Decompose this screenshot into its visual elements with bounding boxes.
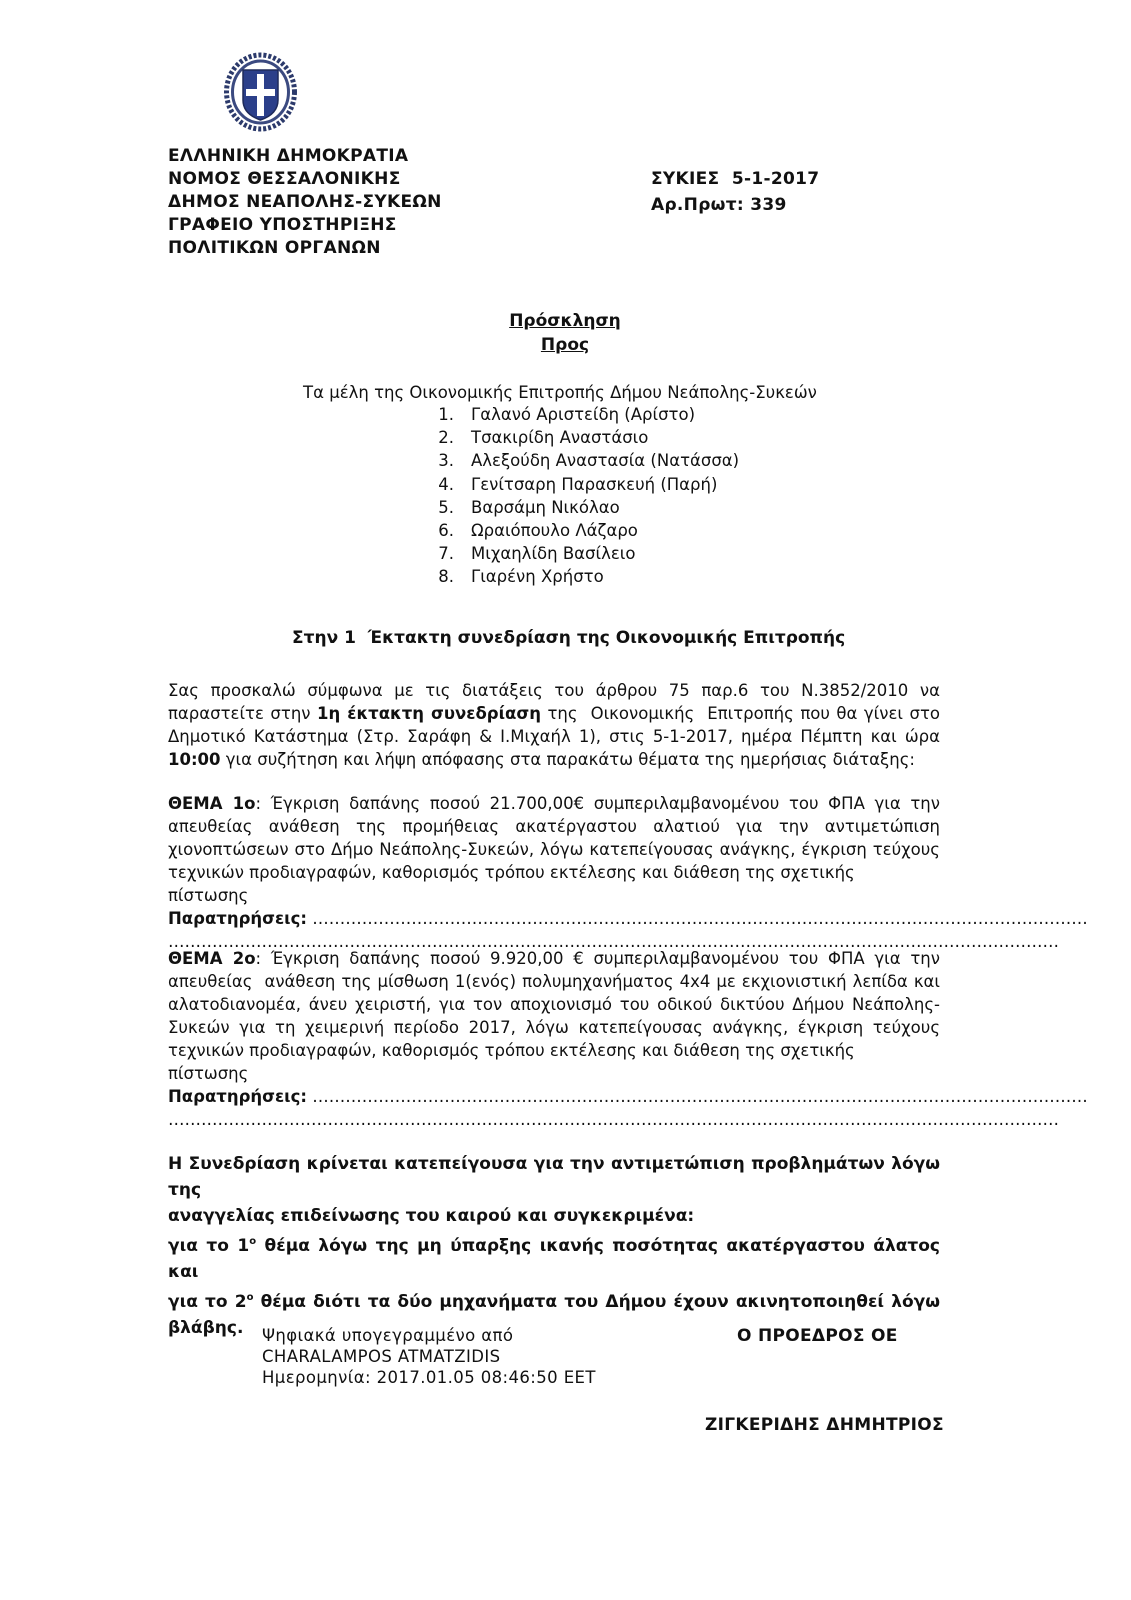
invitation-line — [168, 748, 940, 771]
invitation-line — [168, 702, 940, 725]
ordinal-marker: ο — [249, 1236, 257, 1247]
topic-line — [168, 947, 940, 970]
invitation-text: για συζήτηση και λήψη απόφασης στα παρακάτω θέματα της ημερήσιας διάταξης: — [220, 750, 915, 769]
topic-line: τεχνικών προδιαγραφών, καθορισμός τρόπου εκτέλεσης και διάθεση της σχετικής πίστωσης — [168, 1041, 855, 1083]
protocol-number: Αρ.Πρωτ: 339 — [651, 195, 787, 215]
notes-dots: …………………………………………………………………………………………………………………………… — [312, 1087, 1088, 1106]
signature-timestamp: Ημερομηνία: 2017.01.05 08:46:50 EET — [262, 1368, 596, 1387]
member-name: Βαρσάμη Νικόλαο — [471, 497, 620, 517]
urgency-text: για το 2 — [168, 1292, 247, 1312]
member-name: Γενίτσαρη Παρασκευή (Παρή) — [471, 474, 718, 494]
urgency-line: αναγγελίας επιδείνωσης του καιρού και συγκεκριμένα: — [168, 1206, 695, 1226]
urgency-text: θέμα λόγω της μη ύπαρξης ικανής ποσότητας ακατέργαστου άλατος και — [168, 1236, 941, 1282]
member-number: 6. — [438, 521, 454, 541]
member-number: 4. — [438, 474, 454, 494]
topic-line: χιονοπτώσεων στο Δήμο Νεάπολης-Συκεών, λόγω κατεπείγουσας ανάγκης, έγκριση τεύχους — [168, 840, 940, 859]
issuer-line: ΝΟΜΟΣ ΘΕΣΣΑΛΟΝΙΚΗΣ — [168, 169, 401, 189]
topic-1 — [168, 792, 1088, 953]
issuer-block — [168, 145, 442, 260]
urgency-paragraph — [168, 1151, 940, 1341]
ordinal-marker: ο — [246, 1292, 254, 1303]
topic-text: : Έγκριση δαπάνης ποσού 21.700,00€ συμπεριλαμβανομένου του ΦΠΑ για την — [255, 794, 940, 813]
greek-emblem-icon — [223, 52, 298, 132]
issuer-line: ΓΡΑΦΕΙΟ ΥΠΟΣΤΗΡΙΞΗΣ — [168, 215, 397, 235]
urgency-line: βλάβης. — [168, 1318, 244, 1338]
place-date: ΣΥΚΙΕΣ 5-1-2017 — [651, 169, 820, 189]
topic-line: απευθείας ανάθεση της προμήθειας ακατέργαστου αλατιού για την αντιμετώπιση — [168, 817, 940, 836]
notes-line: ……………………………………………………………………………………………………………………………………………… — [168, 1110, 1059, 1129]
urgency-text: για το 1 — [168, 1236, 250, 1256]
chair-role: Ο ΠΡΟΕΔΡΟΣ ΟΕ — [737, 1326, 898, 1346]
signature-line: Ψηφιακά υπογεγραμμένο από — [262, 1326, 514, 1345]
list-item — [424, 473, 739, 496]
topic-2 — [168, 947, 1088, 1131]
meeting-time: 10:00 — [168, 750, 221, 769]
list-item — [424, 565, 739, 588]
member-name: Γαλανό Αριστείδη (Αρίστο) — [471, 405, 696, 424]
list-item — [424, 496, 739, 519]
topic-line: αλατοδιανομέα, άνευ χειριστή, για τον αποχιονισμό του οδικού δικτύου Δήμου Νεάπολης- — [168, 995, 940, 1014]
urgency-line — [168, 1229, 940, 1285]
list-item — [424, 519, 739, 542]
session-heading: Στην 1 Έκτακτη συνεδρίαση της Οικονομικής Επιτροπής — [292, 628, 846, 648]
invitation-text: της Οικονομικής Επιτροπής που θα γίνει στο — [540, 704, 940, 723]
member-name: Τσακιρίδη Αναστάσιο — [471, 428, 649, 448]
member-number: 5. — [438, 497, 454, 517]
member-name: Μιχαηλίδη Βασίλειο — [471, 544, 636, 564]
chair-name: ΖΙΓΚΕΡΙΔΗΣ ΔΗΜΗΤΡΙΟΣ — [705, 1415, 944, 1435]
topic-line — [168, 792, 940, 815]
notes-line — [168, 1085, 1088, 1108]
notes-line: ……………………………………………………………………………………………………………………………………………… — [168, 932, 1059, 951]
topic-label: ΘΕΜΑ 1ο — [168, 794, 256, 813]
urgency-line — [168, 1285, 940, 1315]
document-title: Πρόσκληση — [509, 311, 621, 331]
invitation-paragraph — [168, 679, 940, 771]
member-name: Γιαρένη Χρήστο — [471, 567, 604, 587]
issuer-line: ΕΛΛΗΝΙΚΗ ΔΗΜΟΚΡΑΤΙΑ — [168, 146, 409, 166]
list-item — [424, 426, 739, 449]
notes-dots: …………………………………………………………………………………………………………………………… — [312, 909, 1088, 928]
topic-label: ΘΕΜΑ 2ο — [168, 949, 256, 968]
member-number: 3. — [438, 451, 454, 471]
addressee-label: Προς — [540, 335, 590, 355]
invitation-line: Σας προσκαλώ σύμφωνα με τις διατάξεις του άρθρου 75 παρ.6 του Ν.3852/2010 να — [168, 681, 940, 700]
topic-line: Συκεών για τη χειμερινή περίοδο 2017, λόγω κατεπείγουσας ανάγκης, έγκριση τεύχους — [168, 1018, 940, 1037]
session-emphasis: 1η έκτακτη συνεδρίαση — [317, 704, 541, 723]
topic-text: : Έγκριση δαπάνης ποσού 9.920,00 € συμπεριλαμβανομένου του ΦΠΑ για την — [255, 949, 940, 968]
recipients-intro: Τα μέλη της Οικονομικής Επιτροπής Δήμου Νεάπολης-Συκεών — [303, 383, 817, 402]
member-number: 8. — [438, 567, 454, 587]
digital-signature — [262, 1325, 596, 1388]
issuer-line: ΠΟΛΙΤΙΚΩΝ ΟΡΓΑΝΩΝ — [168, 238, 381, 258]
list-item — [424, 449, 739, 472]
topic-line: απευθείας ανάθεση της μίσθωση 1(ενός) πολυμηχανήματος 4x4 με εκχιονιστική λεπίδα και — [168, 972, 940, 991]
issuer-line: ΔΗΜΟΣ ΝΕΑΠΟΛΗΣ-ΣΥΚΕΩΝ — [168, 192, 442, 212]
member-name: Ωραιόπουλο Λάζαρο — [471, 521, 638, 541]
invitation-line: Δημοτικό Κατάστημα (Στρ. Σαράφη & Ι.Μιχαήλ 1), στις 5-1-2017, ημέρα Πέμπτη και ώρα — [168, 727, 940, 746]
urgency-line: Η Συνεδρίαση κρίνεται κατεπείγουσα για την αντιμετώπιση προβλημάτων λόγω της — [168, 1154, 940, 1200]
topic-line: τεχνικών προδιαγραφών, καθορισμός τρόπου εκτέλεσης και διάθεση της σχετικής πίστωσης — [168, 863, 855, 905]
signature-signer: CHARALAMPOS ATMATZIDIS — [262, 1347, 501, 1366]
members-list — [424, 403, 739, 589]
member-number: 2. — [438, 428, 454, 448]
member-number: 7. — [438, 544, 454, 564]
member-number: 1. — [438, 405, 454, 424]
urgency-text: θέμα διότι τα δύο μηχανήματα του Δήμου έχουν ακινητοποιηθεί λόγω — [253, 1292, 940, 1312]
notes-label: Παρατηρήσεις: — [168, 1087, 307, 1106]
list-item — [424, 403, 739, 426]
notes-label: Παρατηρήσεις: — [168, 909, 307, 928]
list-item — [424, 542, 739, 565]
invitation-text: παραστείτε στην — [168, 704, 318, 723]
notes-line — [168, 907, 1088, 930]
member-name: Αλεξούδη Αναστασία (Νατάσσα) — [471, 451, 740, 471]
